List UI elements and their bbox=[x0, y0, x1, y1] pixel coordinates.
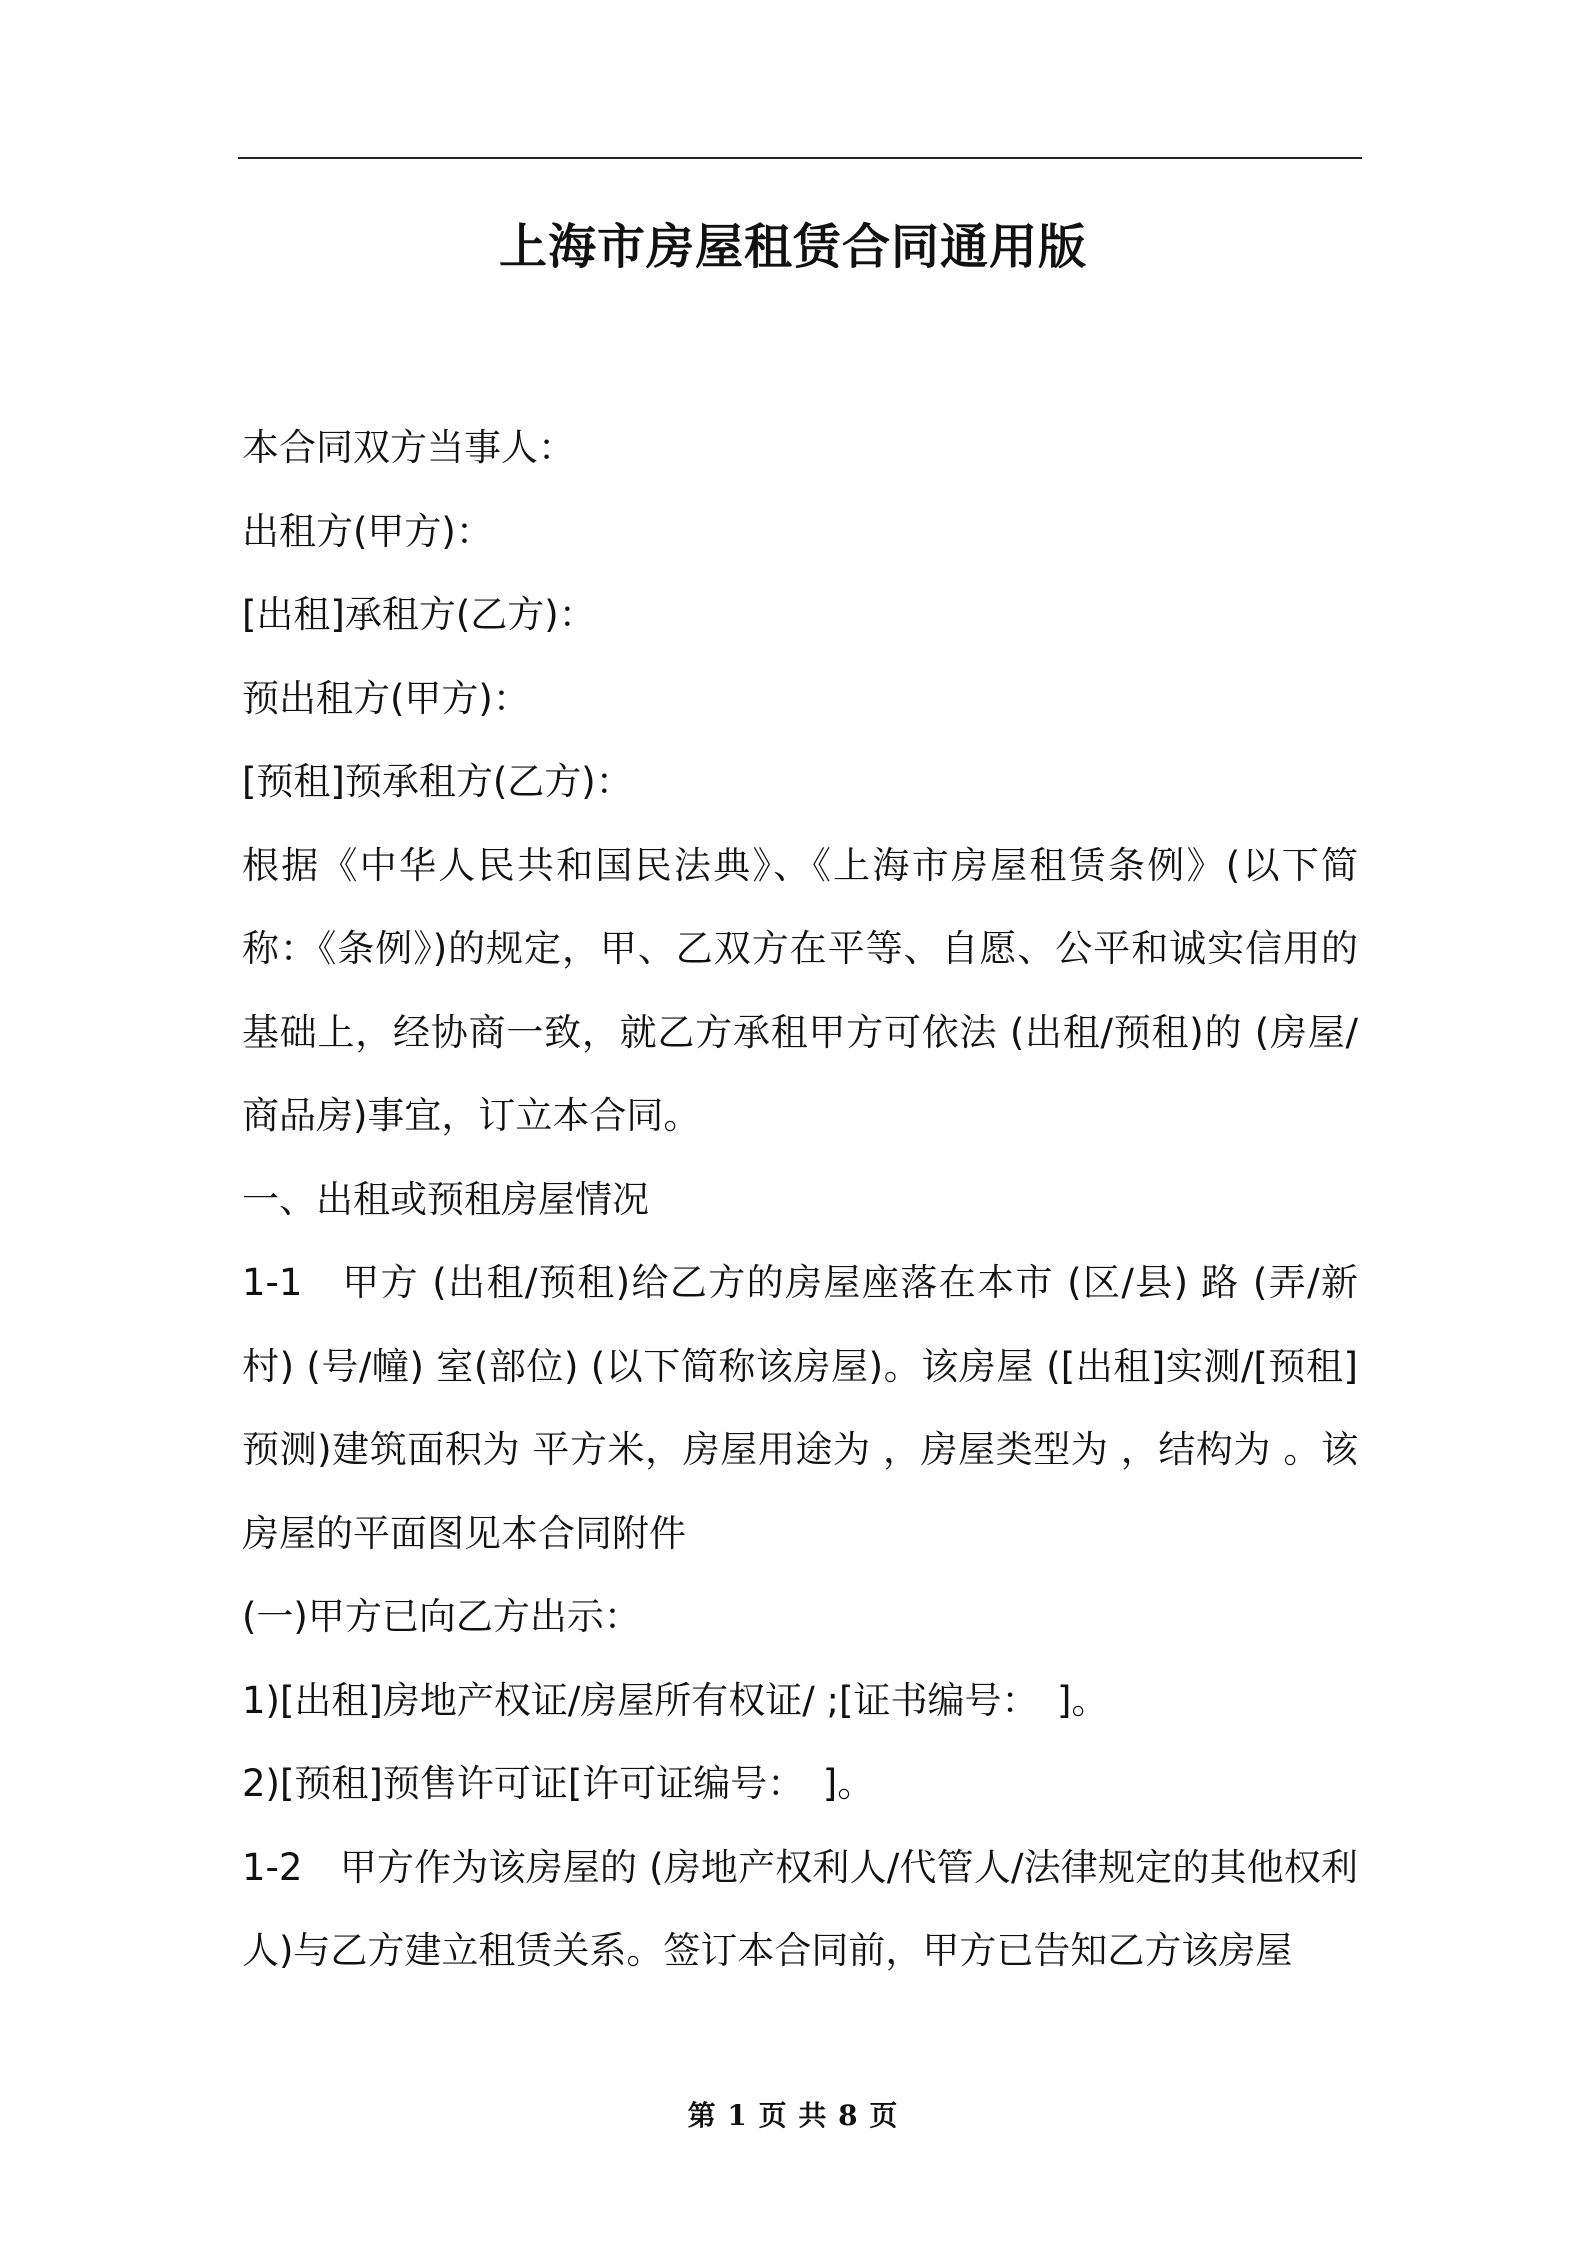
page-number: 第 1 页 共 8 页 bbox=[687, 2099, 899, 2132]
paragraph-lessor: 出租方(甲方)： bbox=[242, 509, 493, 553]
clause-1-1: 1-1 甲方 (出租/预租)给乙方的房屋座落在本市 (区/县) 路 (弄/新村) (号/幢) 室(部位) (以下简称该房屋)。该房屋 ([出租]实测/[预租]预测)建筑面积为 平方米，房屋用途为 ，房屋类型为 ，结构为 。该房屋的平面图见本合同附件 bbox=[242, 1261, 1358, 1555]
paragraph-parties: 本合同双方当事人： bbox=[242, 426, 575, 469]
paragraph-pre-lessor: 预出租方(甲方)： bbox=[242, 676, 530, 720]
paragraph-pre-lessee: [预租]预承租方(乙方)： bbox=[242, 760, 633, 803]
section-heading-1: 一、出租或预租房屋情况 bbox=[242, 1177, 649, 1221]
header-rule bbox=[238, 157, 1362, 159]
paragraph-lessee: [出租]承租方(乙方)： bbox=[242, 593, 596, 636]
document-body bbox=[242, 406, 1358, 1993]
list-item-certificate: 1)[出租]房地产权证/房屋所有权证/ ;[证书编号： ]。 bbox=[242, 1678, 1109, 1722]
paragraph-preamble: 根据《中华人民共和国民法典》、《上海市房屋租赁条例》(以下简称：《条例》)的规定，甲、乙双方在平等、自愿、公平和诚实信用的基础上，经协商一致，就乙方承租甲方可依法 (出租/预租)的 (房屋/商品房)事宜，订立本合同。 bbox=[242, 843, 1358, 1137]
clause-1-2: 1-2 甲方作为该房屋的 (房地产权利人/代管人/法律规定的其他权利人)与乙方建立租赁关系。签订本合同前，甲方已告知乙方该房屋 bbox=[242, 1845, 1358, 1972]
paragraph-shown-docs: (一)甲方已向乙方出示： bbox=[242, 1595, 641, 1638]
list-item-presale-permit: 2)[预租]预售许可证[许可证编号： ]。 bbox=[242, 1762, 875, 1805]
document-title: 上海市房屋租赁合同通用版 bbox=[498, 219, 1087, 275]
